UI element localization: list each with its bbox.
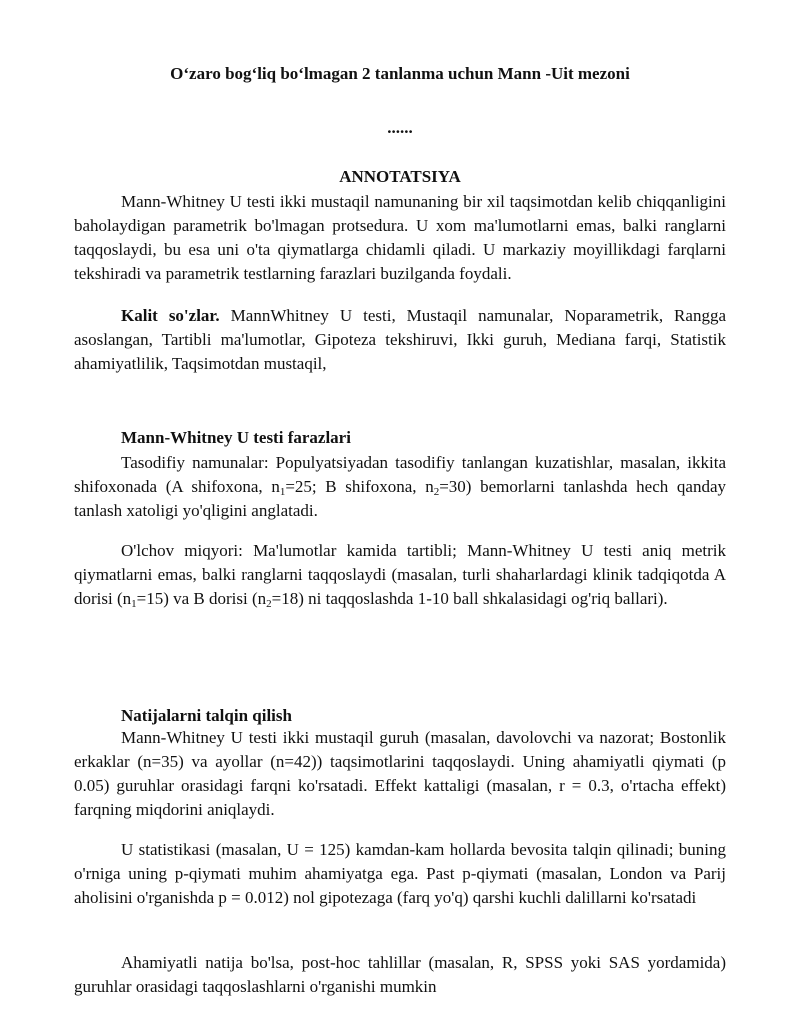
hypotheses-paragraph-1 xyxy=(74,451,726,523)
keywords-paragraph xyxy=(74,304,726,376)
text-run: =30) bemorlarni tanlashda hech qanday tanlash xatoligi yo'qligini anglatadi. xyxy=(74,477,727,520)
keywords-text: MannWhitney U testi, Mustaqil namunalar, Noparametrik, Rangga asoslangan, Tartibli ma'lumotlar, Gipoteza tekshiruvi, Ikki guruh, Mediana farqi, Statistik ahamiyatlilik, Taqsimotdan mustaqil, xyxy=(74,306,726,373)
author-placeholder: ...... xyxy=(387,118,413,137)
section-heading-results: Natijalarni talqin qilish xyxy=(121,706,292,725)
text-run: O'lchov miqyori: Ma'lumotlar kamida tartibli; Mann-Whitney U testi aniq metrik qiymatlarni emas, balki ranglarni taqqoslaydi (masalan, turli shaharlardagi klinik tadqiqotda A dorisi (n xyxy=(74,541,726,608)
annotation-heading: ANNOTATSIYA xyxy=(339,167,461,186)
results-paragraph-2: U statistikasi (masalan, U = 125) kamdan-kam hollarda bevosita talqin qilinadi; buning o'rniga uning p-qiymati muhim ahamiyatga ega. Past p-qiymati (masalan, London va Parij aholisini o'rganishda p = 0.012) nol gipotezaga (farq yo'q) qarshi kuchli dalillarni ko'rsatadi xyxy=(74,840,726,907)
subscript: 2 xyxy=(433,486,440,498)
subscript: 1 xyxy=(279,486,286,498)
text-run: =25; B shifoxona, n xyxy=(285,477,434,496)
keywords-label: Kalit so'zlar. xyxy=(121,306,220,325)
subscript: 1 xyxy=(131,598,137,610)
text-run: =15) va B dorisi (n xyxy=(136,589,267,608)
hypotheses-paragraph-2 xyxy=(74,539,726,611)
results-paragraph-1: Mann-Whitney U testi ikki mustaqil guruh (masalan, davolovchi va nazorat; Bostonlik erkaklar (n=35) va ayollar (n=42)) taqsimotlarini taqqoslaydi. Uning ahamiyatli qiymati (p 0.05) guruhlar orasidagi farqni ko'rsatadi. Effekt kattaligi (masalan, r = 0.3, o'rtacha effekt) farqning miqdorini aniqlaydi. xyxy=(74,728,726,819)
document-title: O‘zaro bog‘liq bo‘lmagan 2 tanlanma uchun Mann -Uit mezoni xyxy=(170,64,630,83)
annotation-paragraph: Mann-Whitney U testi ikki mustaqil namunaning bir xil taqsimotdan kelib chiqqanligini baholaydigan parametrik bo'lmagan protsedura. U xom ma'lumotlarni emas, balki ranglarni taqqoslaydi, bu esa uni o'ta qiymatlarga chidamli qiladi. U markaziy moyillikdagi farqlarni tekshiradi va parametrik testlarning farazlari buzilganda foydali. xyxy=(74,192,726,283)
text-run: Tasodifiy namunalar: Populyatsiyadan tasodifiy tanlangan kuzatishlar, masalan, ikkita shifoxonada (A shifoxona, n xyxy=(74,453,726,496)
text-run: =18) ni taqqoslashda 1-10 ball shkalasidagi og'riq ballari). xyxy=(271,589,668,608)
section-heading-hypotheses: Mann-Whitney U testi farazlari xyxy=(121,428,351,447)
subscript: 2 xyxy=(266,598,272,610)
results-paragraph-3: Ahamiyatli natija bo'lsa, post-hoc tahlillar (masalan, R, SPSS yoki SAS yordamida) guruhlar orasidagi taqqoslashlarni o'rganishi mumkin xyxy=(74,953,726,996)
